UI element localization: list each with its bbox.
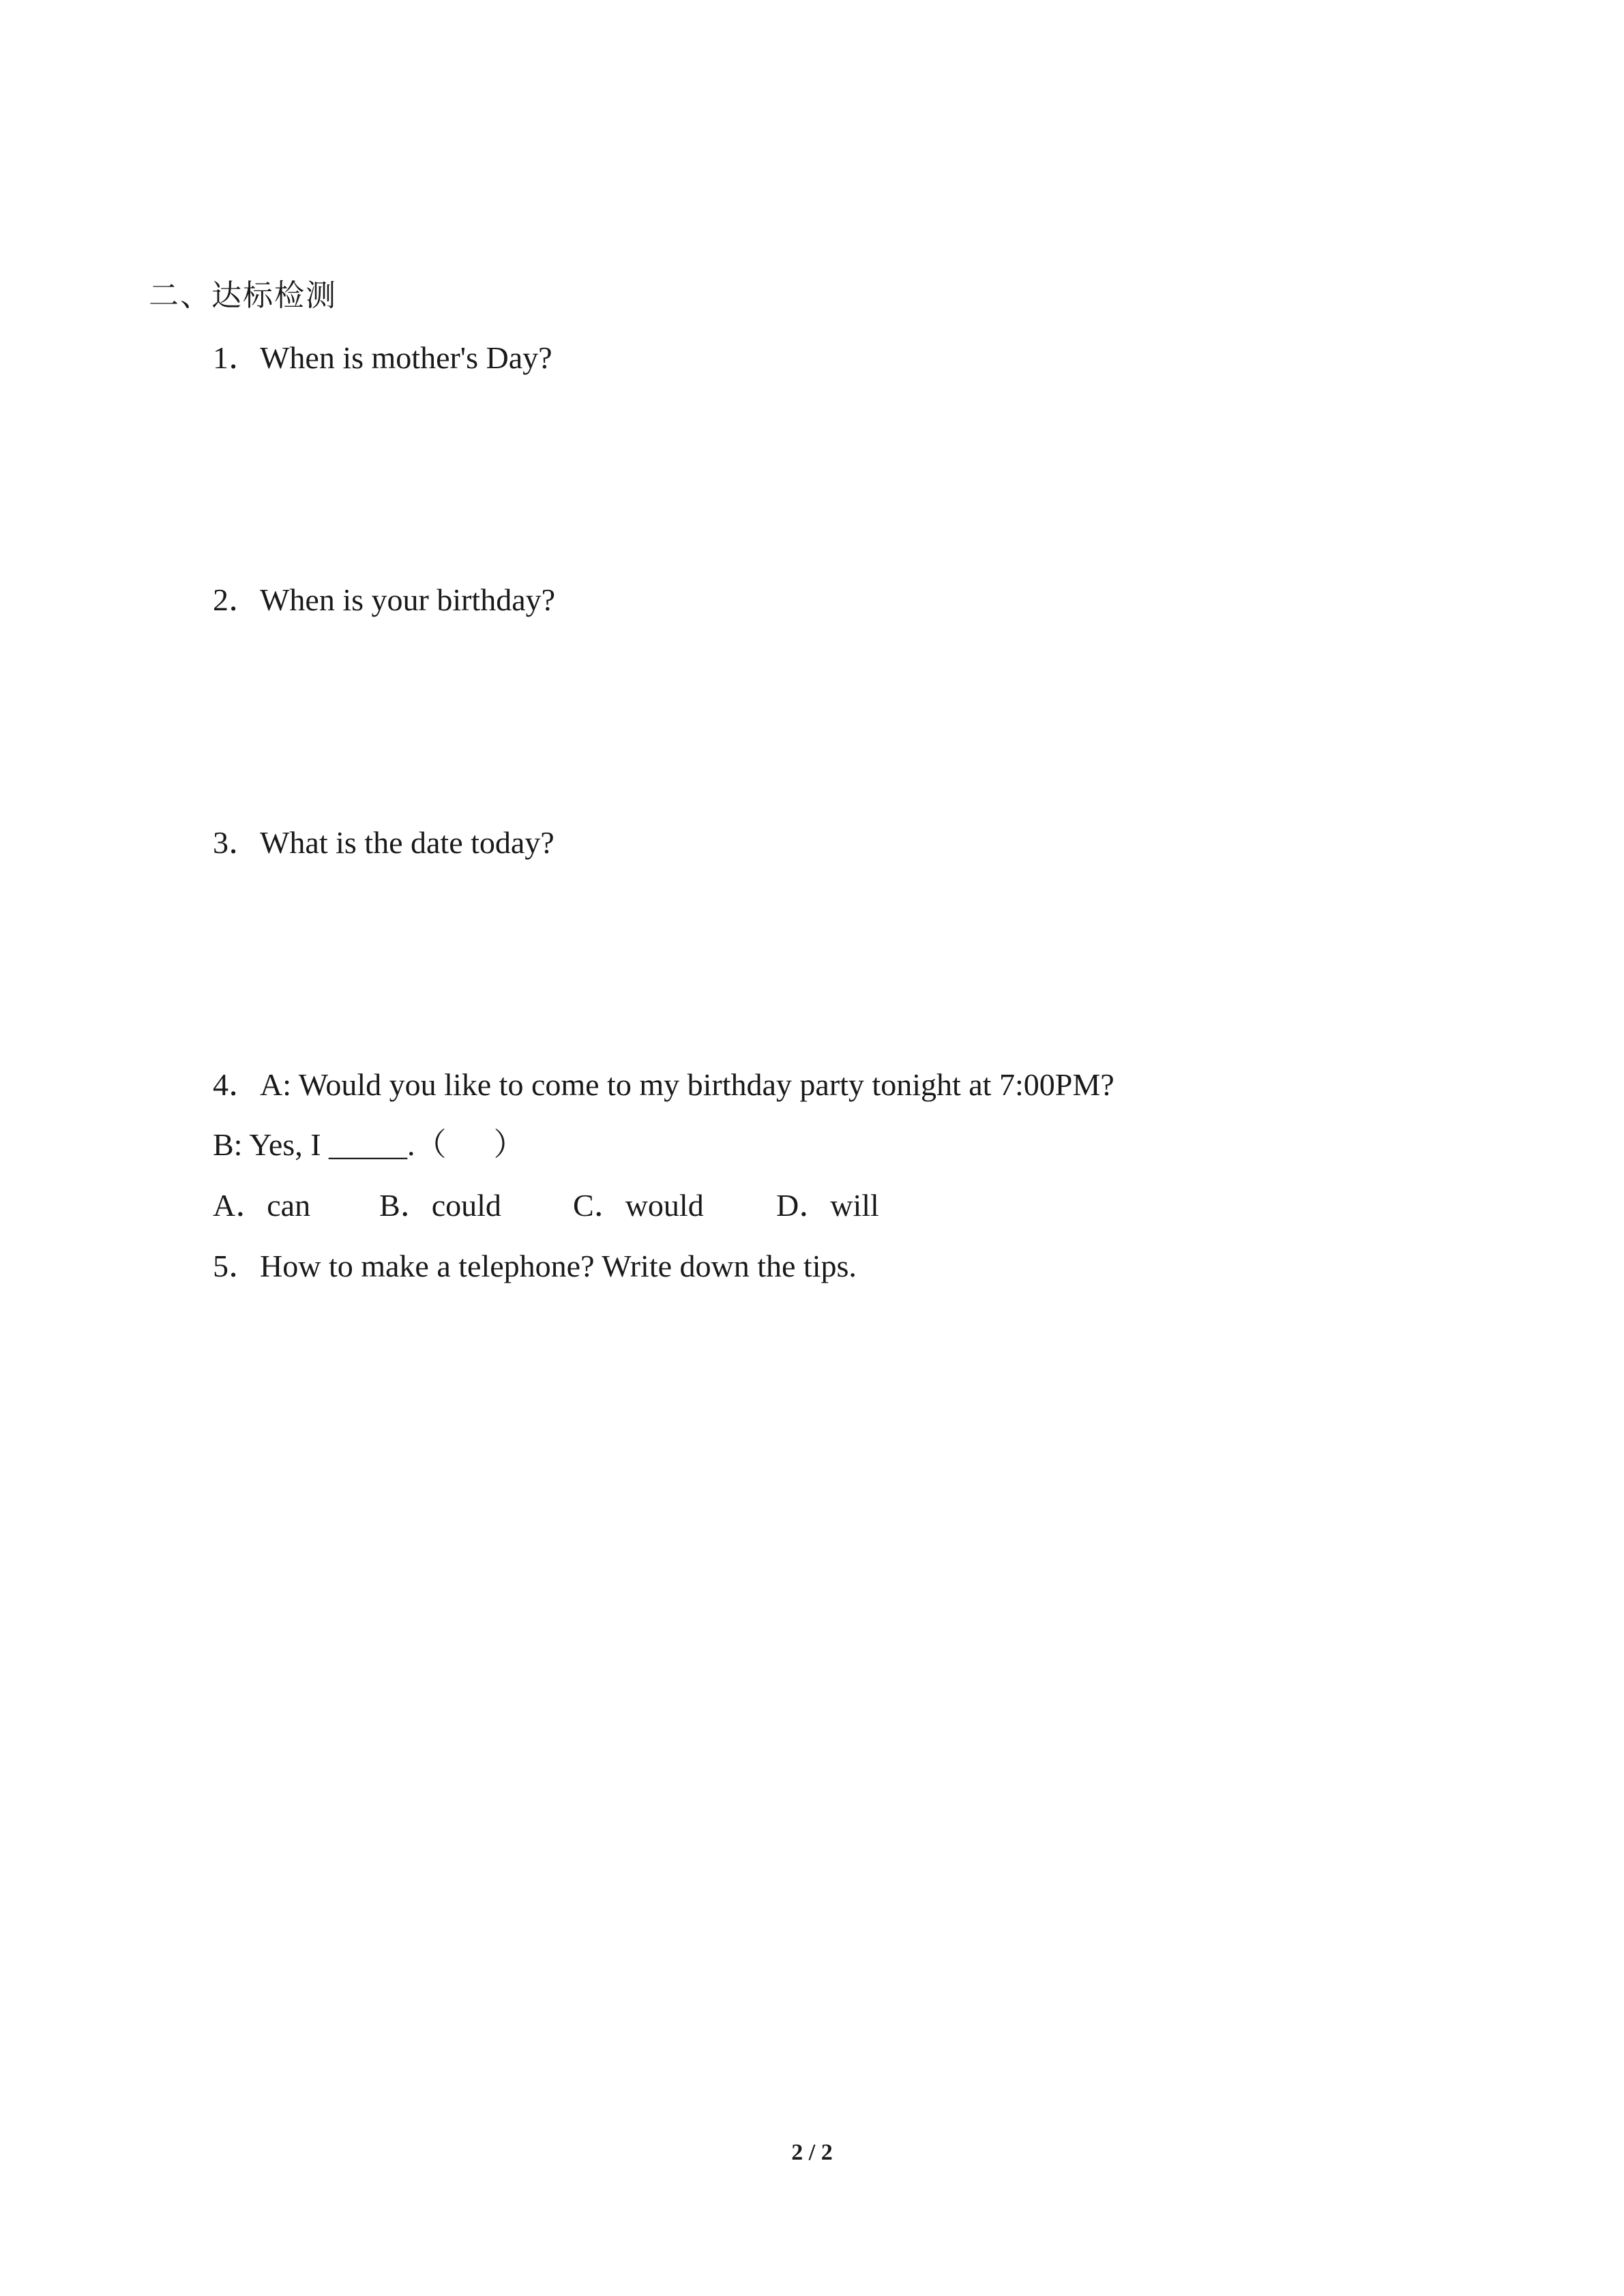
question-4-options: [213, 1190, 879, 1221]
answer-blank[interactable]: _____: [329, 1127, 408, 1162]
question-text: What is the date today?: [260, 825, 555, 860]
option-letter: A．: [213, 1188, 267, 1223]
question-number: 5．: [213, 1249, 260, 1283]
question-text: When is mother's Day?: [260, 340, 552, 375]
option-letter: B．: [379, 1188, 432, 1223]
option-c[interactable]: [573, 1190, 776, 1221]
option-text: could: [431, 1188, 501, 1223]
question-4: [213, 1069, 1114, 1101]
question-text: When is your birthday?: [260, 582, 556, 617]
option-letter: D．: [776, 1188, 831, 1223]
question-5: [213, 1251, 857, 1282]
option-d[interactable]: [776, 1190, 879, 1221]
answer-paren[interactable]: [415, 1129, 545, 1161]
question-1: [213, 342, 552, 374]
page-number: 2 / 2: [791, 2140, 833, 2165]
reply-suffix: .: [407, 1127, 415, 1162]
option-b[interactable]: [379, 1190, 573, 1221]
question-number: 1．: [213, 340, 260, 375]
question-3: [213, 827, 555, 859]
question-number: 4．: [213, 1067, 260, 1102]
question-text: A: Would you like to come to my birthday party tonight at 7:00PM?: [260, 1067, 1114, 1102]
option-text: would: [625, 1188, 704, 1223]
paren-close: ）: [493, 1127, 525, 1162]
option-letter: C．: [573, 1188, 625, 1223]
question-4-reply: [213, 1129, 545, 1161]
question-2: [213, 584, 555, 616]
question-number: 3．: [213, 825, 260, 860]
paren-open: （: [415, 1127, 447, 1162]
question-number: 2．: [213, 582, 260, 617]
option-a[interactable]: [213, 1190, 379, 1221]
section-title: 二、达标检测: [149, 278, 337, 313]
question-text: How to make a telephone? Write down the tips.: [260, 1249, 857, 1283]
option-text: will: [830, 1188, 879, 1223]
option-text: can: [267, 1188, 311, 1223]
reply-prefix: B: Yes, I: [213, 1127, 329, 1162]
